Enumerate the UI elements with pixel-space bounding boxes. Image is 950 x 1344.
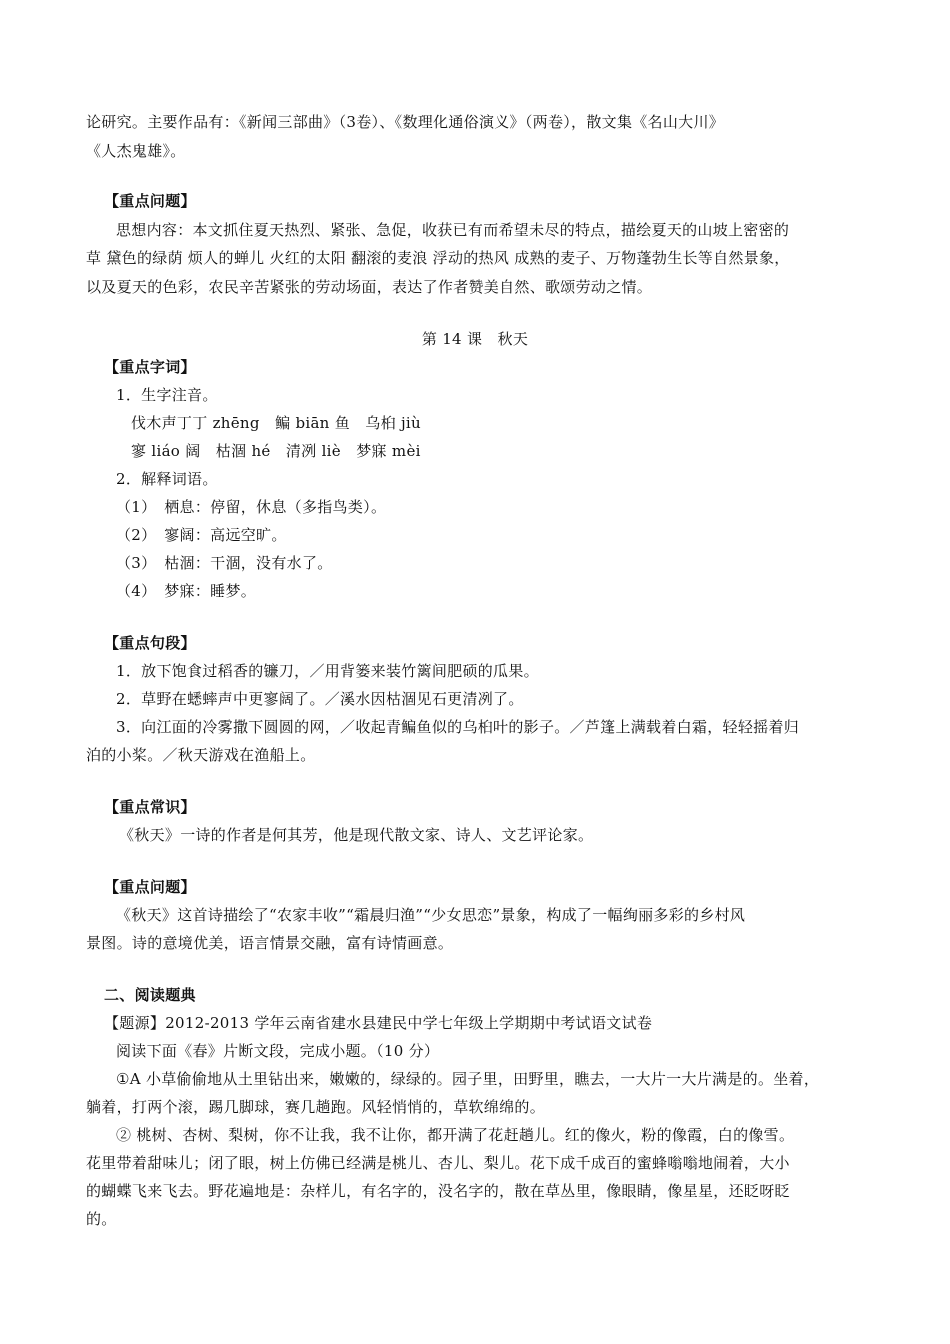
- text-line: 《秋天》一诗的作者是何其芳，他是现代散文家、诗人、文艺评论家。: [119, 826, 594, 844]
- section-heading: 二、阅读题典: [104, 986, 196, 1004]
- text-line: 阅读下面《春》片断文段，完成小题。（10 分）: [116, 1042, 440, 1060]
- section-heading: 【重点句段】: [104, 634, 196, 652]
- text-line: 2．解释词语。: [116, 470, 218, 488]
- lesson-title: 第 14 课 秋天: [421, 330, 529, 348]
- text-line: （3） 枯涸：干涸，没有水了。: [116, 554, 333, 572]
- text-line: 1．生字注音。: [116, 386, 218, 404]
- text-line: 寥 liáo 阔 枯涸 hé 清冽 liè 梦寐 mèi: [131, 442, 421, 460]
- text-line: 《人杰鬼雄》。: [86, 142, 186, 160]
- text-line: 以及夏天的色彩，农民辛苦紧张的劳动场面，表达了作者赞美自然、歌颂劳动之情。: [86, 278, 653, 296]
- text-line: 【题源】2012-2013 学年云南省建水县建民中学七年级上学期期中考试语文试卷: [104, 1014, 653, 1032]
- section-heading: 【重点问题】: [104, 878, 196, 896]
- text-line: （2） 寥阔：高远空旷。: [116, 526, 287, 544]
- text-line: 景图。诗的意境优美，语言情景交融，富有诗情画意。: [86, 934, 454, 952]
- text-line: 草 黛色的绿荫 烦人的蝉儿 火红的太阳 翻滚的麦浪 浮动的热风 成熟的麦子、万物蓬勃生长等自然景象，: [86, 249, 790, 267]
- section-heading: 【重点问题】: [104, 192, 196, 210]
- text-line: 1．放下饱食过稻香的镰刀，／用背篓来装竹篱间肥硕的瓜果。: [116, 662, 539, 680]
- text-line: ①A 小草偷偷地从土里钻出来，嫩嫩的，绿绿的。园子里，田野里，瞧去，一大片一大片满是的。坐着，: [116, 1070, 820, 1088]
- text-line: 的。: [86, 1210, 117, 1228]
- text-line: 思想内容：本文抓住夏天热烈、紧张、急促，收获已有而希望未尽的特点，描绘夏天的山坡上密密的: [116, 221, 790, 239]
- section-heading: 【重点常识】: [104, 798, 196, 816]
- text-line: 躺着，打两个滚，踢几脚球，赛几趟跑。风轻悄悄的，草软绵绵的。: [86, 1098, 546, 1116]
- text-line: （1） 栖息：停留，休息（多指鸟类）。: [116, 498, 387, 516]
- text-line: 伐木声丁丁 zhēng 鳊 biān 鱼 乌桕 jiù: [131, 414, 421, 432]
- text-line: 2．草野在蟋蟀声中更寥阔了。／溪水因枯涸见石更清冽了。: [116, 690, 524, 708]
- text-line: 《秋天》这首诗描绘了“农家丰收”“霜晨归渔”“少女思恋”景象，构成了一幅绚丽多彩的乡村风: [116, 906, 746, 924]
- text-line: 花里带着甜味儿；闭了眼，树上仿佛已经满是桃儿、杏儿、梨儿。花下成千成百的蜜蜂嗡嗡地闹着，大小: [86, 1154, 790, 1172]
- text-line: 泊的小桨。／秋天游戏在渔船上。: [86, 746, 316, 764]
- text-line: （4） 梦寐：睡梦。: [116, 582, 257, 600]
- text-line: 论研究。主要作品有：《新闻三部曲》（3卷）、《数理化通俗演义》（两卷），散文集《名山大川》: [86, 113, 725, 131]
- text-line: 3．向江面的冷雾撒下圆圆的网，／收起青鳊鱼似的乌桕叶的影子。／芦篷上满载着白霜，轻轻摇着归: [116, 718, 800, 736]
- section-heading: 【重点字词】: [104, 358, 196, 376]
- text-line: 的蝴蝶飞来飞去。野花遍地是：杂样儿，有名字的，没名字的，散在草丛里，像眼睛，像星星，还眨呀眨: [86, 1182, 790, 1200]
- text-line: ② 桃树、杏树、梨树，你不让我，我不让你，都开满了花赶趟儿。红的像火，粉的像霞，白的像雪。: [116, 1126, 795, 1144]
